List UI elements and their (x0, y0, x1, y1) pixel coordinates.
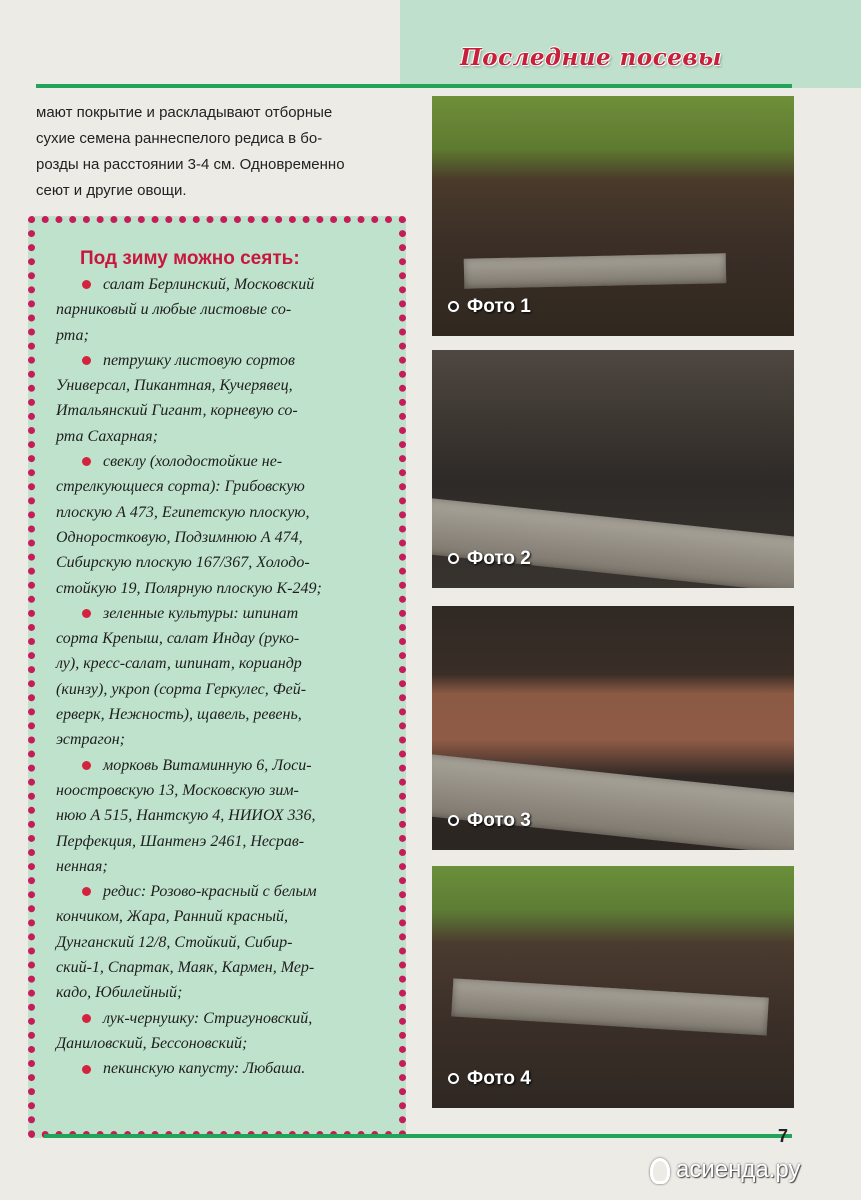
list-item-text: салат Берлинский, Московский (103, 276, 315, 293)
list-item (56, 272, 386, 348)
list-item-text: (кинзу), укроп (сорта Геркулес, Фей- (56, 680, 307, 698)
intro-line: сухие семена раннеспелого редиса в бо- (36, 130, 323, 147)
intro-line: мают покрытие и раскладывают отборные (36, 104, 333, 121)
intro-line: сеют и другие овощи. (36, 182, 187, 199)
list-item-text: стойкую 19, Полярную плоскую К-249; (56, 579, 322, 597)
wooden-board (432, 498, 794, 588)
wooden-board (432, 754, 794, 850)
bullet-icon (82, 356, 91, 365)
photo-3 (432, 606, 794, 850)
list-item-text: парниковый и любые листовые со- (56, 301, 292, 319)
bullet-icon (448, 301, 459, 312)
bullet-icon (82, 609, 91, 618)
list-item-text: плоскую А 473, Египетскую плоскую, (56, 503, 310, 521)
wooden-board (451, 978, 769, 1035)
list-item-text: ненная; (56, 857, 108, 875)
list-item (56, 753, 386, 879)
watermark-text: асиенда.ру (676, 1156, 801, 1183)
list-item-text: Универсал, Пикантная, Кучерявец, (56, 377, 293, 395)
list-item-text: лу), кресс-салат, шпинат, кориандр (56, 655, 302, 673)
photo-1 (432, 96, 794, 336)
bullet-icon (82, 1065, 91, 1074)
list-item-text: Дунганский 12/8, Стойкий, Сибир- (56, 933, 293, 951)
bullet-icon (82, 280, 91, 289)
list-item-text: пекинскую капусту: Любаша. (103, 1060, 306, 1078)
list-item (56, 601, 386, 753)
photo-caption: Фото 1 (467, 296, 531, 317)
list-item (56, 1006, 386, 1057)
photo-4 (432, 866, 794, 1108)
sidebar-list (56, 272, 386, 1082)
bullet-icon (82, 457, 91, 466)
list-item-text: рта Сахарная; (56, 427, 158, 445)
photo-caption: Фото 4 (467, 1068, 531, 1089)
list-item-text: нюю А 515, Нантскую 4, НИИОХ 336, (56, 807, 316, 825)
list-item (56, 348, 386, 449)
photo-caption: Фото 2 (467, 548, 531, 569)
list-item-text: зеленные культуры: шпинат (103, 604, 299, 622)
list-item-text: сорта Крепыш, салат Индау (руко- (56, 630, 300, 648)
sidebar-heading: Под зиму можно сеять: (80, 248, 300, 269)
bullet-icon (82, 761, 91, 770)
page-number: 7 (778, 1126, 789, 1146)
list-item-text: петрушку листовую сортов (103, 351, 295, 369)
section-title: Последние посевы (460, 44, 722, 71)
watermark (650, 1156, 850, 1192)
list-item-text: редис: Розово-красный с белым (103, 883, 317, 901)
photo-2 (432, 350, 794, 588)
list-item-text: кончиком, Жара, Ранний красный, (56, 908, 288, 926)
bullet-icon (82, 1014, 91, 1023)
bullet-icon (448, 815, 459, 826)
list-item-text: ерверк, Нежность), щавель, ревень, (56, 706, 302, 724)
wooden-board (464, 253, 727, 288)
header-divider (36, 84, 792, 88)
bullet-icon (448, 553, 459, 564)
list-item-text: эстрагон; (56, 731, 126, 749)
list-item-text: стрелкующиеся сорта): Грибовскую (56, 478, 305, 496)
list-item-text: кадо, Юбилейный; (56, 984, 183, 1002)
list-item-text: лук-чернушку: Стригуновский, (103, 1009, 313, 1027)
bullet-icon (448, 1073, 459, 1084)
list-item-text: ский-1, Спартак, Маяк, Кармен, Мер- (56, 959, 315, 977)
list-item-text: Одноростковую, Подзимнюю А 474, (56, 528, 303, 546)
list-item (56, 879, 386, 1005)
list-item-text: рта; (56, 326, 89, 344)
photo-caption: Фото 3 (467, 810, 531, 831)
list-item (56, 1056, 386, 1081)
bullet-icon (82, 887, 91, 896)
list-item-text: Перфекция, Шантенэ 2461, Несрав- (56, 832, 305, 850)
footer-divider (44, 1134, 792, 1138)
list-item (56, 449, 386, 601)
list-item-text: свеклу (холодостойкие не- (103, 453, 283, 471)
watermark-logo-icon (650, 1158, 670, 1184)
list-item-text: Сибирскую плоскую 167/367, Холодо- (56, 554, 310, 572)
list-item-text: морковь Витаминную 6, Лоси- (103, 756, 312, 774)
list-item-text: ноостровскую 13, Московскую зим- (56, 781, 299, 799)
intro-line: розды на расстоянии 3-4 см. Одновременно (36, 156, 345, 173)
list-item-text: Даниловский, Бессоновский; (56, 1034, 248, 1052)
list-item-text: Итальянский Гигант, корневую со- (56, 402, 298, 420)
intro-paragraph (36, 100, 398, 204)
